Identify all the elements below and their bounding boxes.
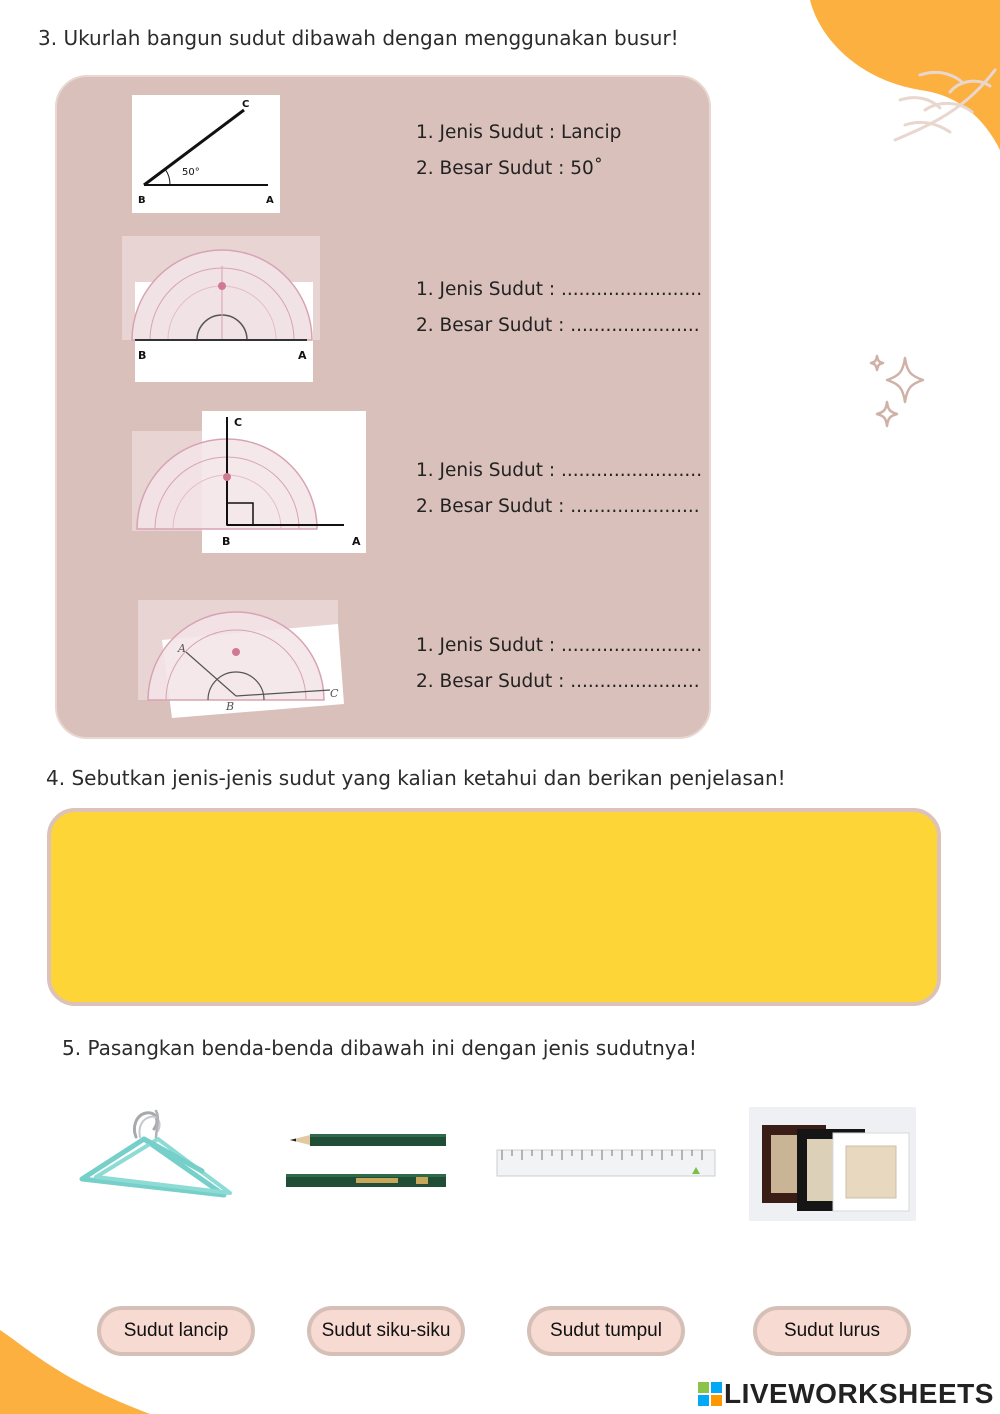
row-3-besar: 2. Besar Sudut : ...................... xyxy=(416,496,700,517)
protractor-diagram-4 xyxy=(138,600,346,720)
hanger-icon[interactable] xyxy=(74,1105,234,1205)
pencil-icon[interactable] xyxy=(286,1130,448,1190)
row-4-besar: 2. Besar Sudut : ...................... xyxy=(416,671,700,692)
row-2-besar: 2. Besar Sudut : ...................... xyxy=(416,315,700,336)
label-c: C xyxy=(242,99,250,110)
row-1-jenis: 1. Jenis Sudut : Lancip xyxy=(416,122,622,143)
choice-sudut-siku-siku[interactable]: Sudut siku-siku xyxy=(307,1306,465,1356)
row-4-jenis: 1. Jenis Sudut : ........................ xyxy=(416,635,703,656)
protractor-diagram-2 xyxy=(122,236,322,384)
choice-sudut-lancip[interactable]: Sudut lancip xyxy=(97,1306,255,1356)
ruler-icon[interactable] xyxy=(496,1148,716,1178)
label-c: C xyxy=(330,687,339,700)
angle-diagram-1 xyxy=(132,95,280,213)
row-2-jenis: 1. Jenis Sudut : ........................ xyxy=(416,279,703,300)
footer-brand: LIVEWORKSHEETS xyxy=(724,1378,994,1409)
label-a: A xyxy=(352,535,361,548)
label-b: B xyxy=(138,195,146,206)
question-5-title: 5. Pasangkan benda-benda dibawah ini dengan jenis sudutnya! xyxy=(62,1036,697,1060)
label-a: A xyxy=(266,195,274,206)
question-3-title: 3. Ukurlah bangun sudut dibawah dengan menggunakan busur! xyxy=(38,26,679,50)
label-b: B xyxy=(226,700,235,713)
label-b: B xyxy=(222,535,231,548)
angle-label: 50° xyxy=(182,167,200,178)
label-b: B xyxy=(138,349,147,362)
liveworksheets-logo-icon xyxy=(698,1382,722,1406)
row-3-jenis: 1. Jenis Sudut : ........................ xyxy=(416,460,703,481)
row-1-besar: 2. Besar Sudut : 50˚ xyxy=(416,158,604,179)
top-right-decoration xyxy=(800,0,1000,160)
label-c: C xyxy=(234,416,243,429)
label-a: A xyxy=(178,642,186,655)
question-4-answer-box[interactable] xyxy=(47,808,941,1006)
sparkle-icon xyxy=(865,350,930,435)
question-4-title: 4. Sebutkan jenis-jenis sudut yang kalian ketahui dan berikan penjelasan! xyxy=(46,766,786,790)
frame-icon[interactable] xyxy=(749,1107,916,1221)
choice-sudut-lurus[interactable]: Sudut lurus xyxy=(753,1306,911,1356)
protractor-diagram-3 xyxy=(132,411,368,553)
label-a: A xyxy=(298,349,307,362)
choice-sudut-tumpul[interactable]: Sudut tumpul xyxy=(527,1306,685,1356)
